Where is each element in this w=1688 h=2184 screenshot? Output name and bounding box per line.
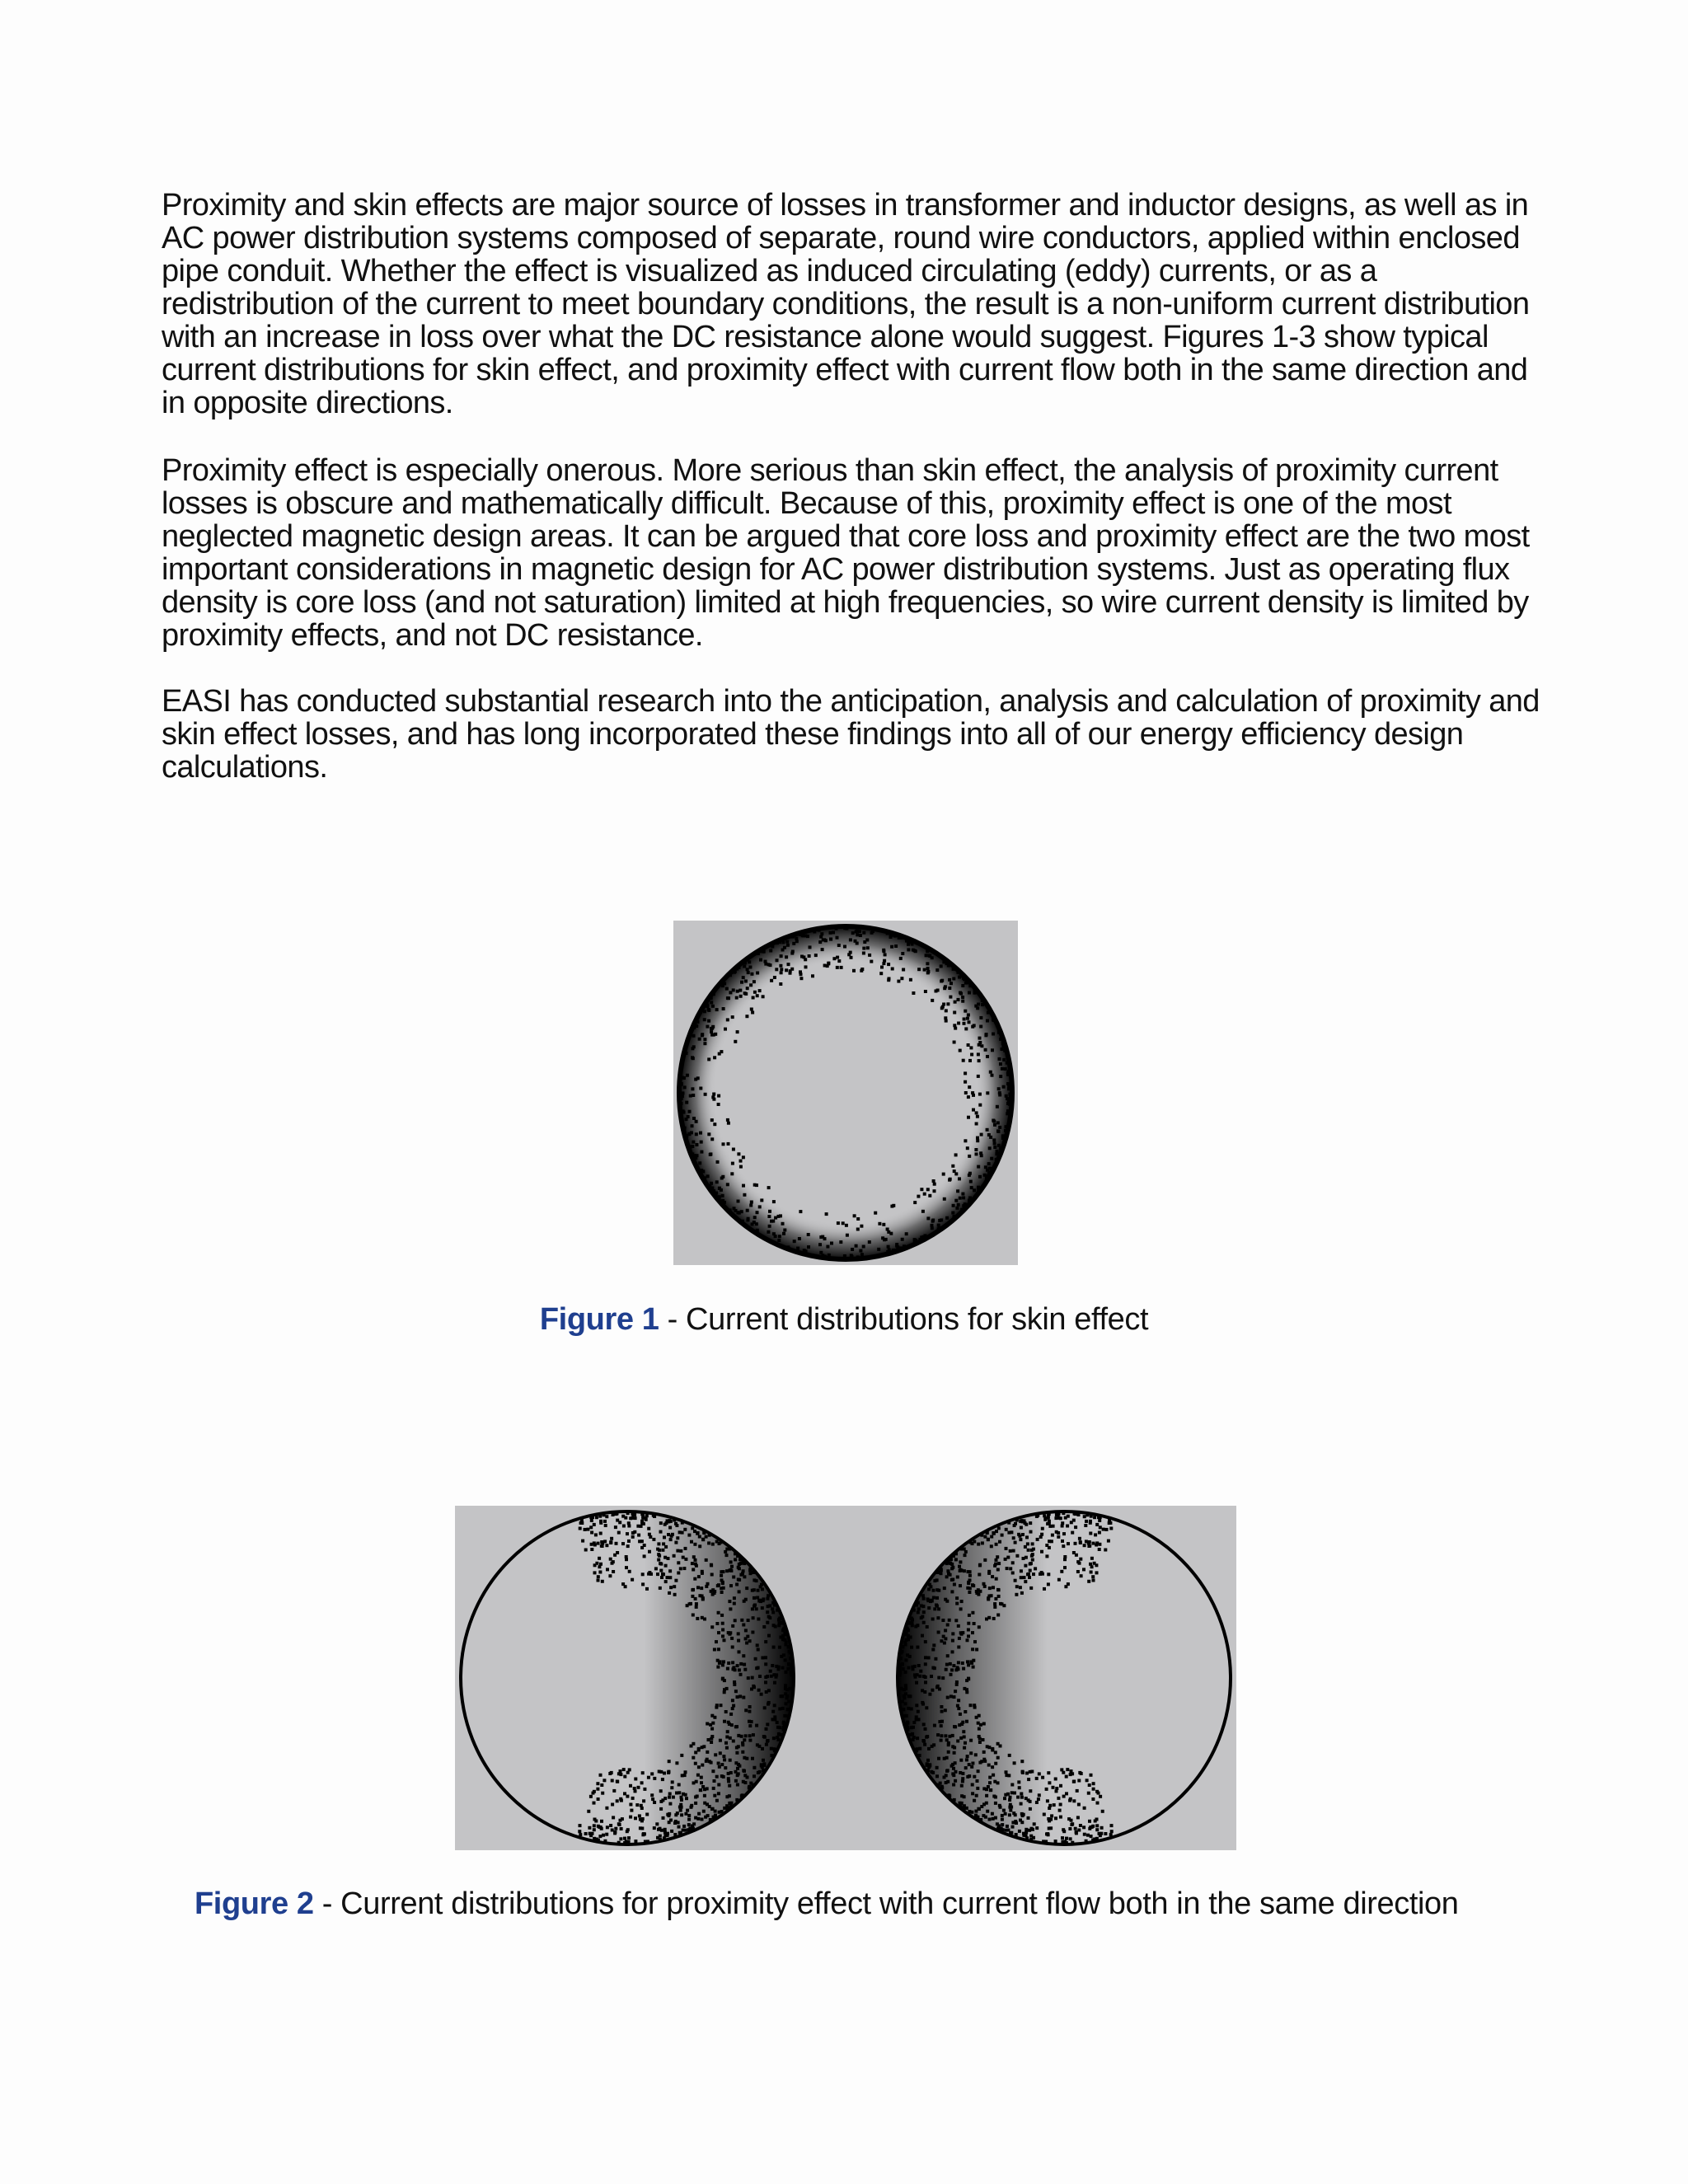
paragraph-skin-proximity-intro: Proximity and skin effects are major source of losses in transformer and inductor designs, as well as in AC power distribution systems composed of separate, round wire conductors, applied within enclosed pipe conduit. Whether the effect is visualized as induced circulating (eddy) currents, or as a redistribution of the current to meet boundary conditions, the result is a non-uniform current distribution with an increase in loss over what the DC resistance alone would suggest. Figures 1-3 show typical current distributions for skin effect, and proximity effect with current flow both in the same direction and in opposite directions. xyxy=(162,188,1530,420)
figure-1-caption-text: - Current distributions for skin effect xyxy=(659,1302,1149,1337)
figure-1-label: Figure 1 xyxy=(539,1302,659,1337)
figure-2-label: Figure 2 xyxy=(195,1886,314,1921)
paragraph-proximity-onerous: Proximity effect is especially onerous. More serious than skin effect, the analysis of proximity current losses is obscure and mathematically difficult. Because of this, proximity effect is one of the most neglected magnetic design areas. It can be argued that core loss and proximity effect are the two most important considerations in magnetic design for AC power distribution systems. Just as operating flux density is core loss (and not saturation) limited at high frequencies, so wire current density is limited by proximity effects, and not DC resistance. xyxy=(162,453,1530,653)
figure-2-caption xyxy=(195,1886,1459,1922)
figure-1-caption xyxy=(0,1301,1688,1338)
figure-1-skin-effect-image xyxy=(673,921,1018,1265)
figure-2-caption-text: - Current distributions for proximity effect with current flow both in the same direction xyxy=(313,1886,1459,1921)
paragraph-easi-research: EASI has conducted substantial research into the anticipation, analysis and calculation of proximity and skin effect losses, and has long incorporated these findings into all of our energy efficiency design calculations. xyxy=(162,684,1540,785)
figure-2-proximity-effect-image xyxy=(455,1506,1236,1850)
